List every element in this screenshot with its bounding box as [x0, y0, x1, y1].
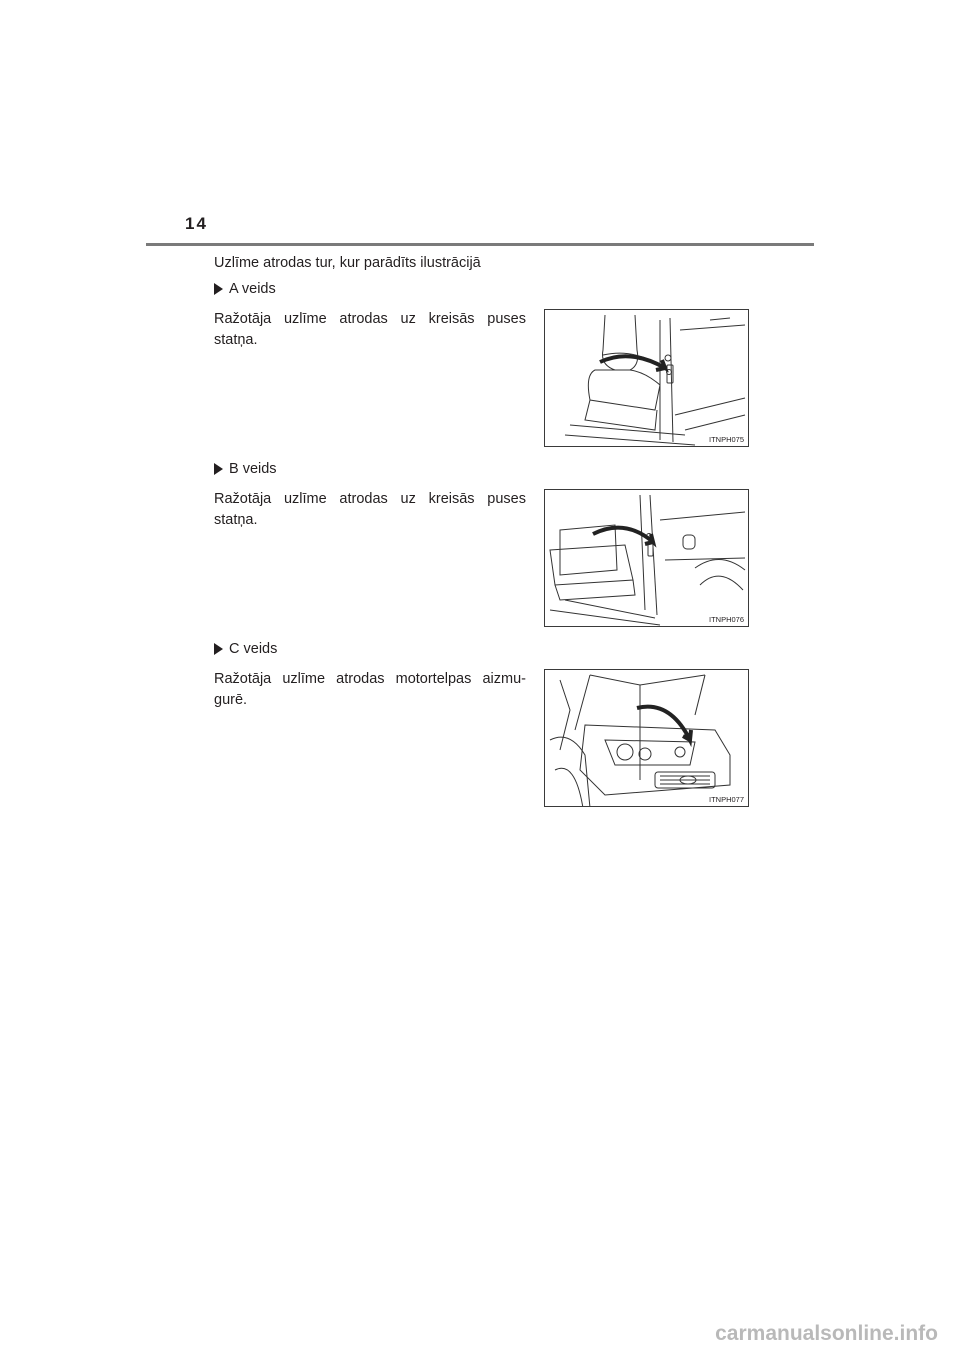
triangle-bullet-icon [214, 283, 223, 295]
triangle-bullet-icon [214, 463, 223, 475]
variant-a-label: A veids [229, 281, 276, 297]
variant-b-heading [214, 461, 277, 477]
figure-c [544, 669, 749, 807]
triangle-bullet-icon [214, 643, 223, 655]
header-rule [146, 243, 814, 246]
figure-b-code: ITNPH076 [708, 615, 744, 624]
figure-a [544, 309, 749, 447]
seat-pillar-illustration [545, 310, 749, 447]
page-number: 14 [185, 214, 208, 233]
figure-c-code: ITNPH077 [708, 795, 744, 804]
variant-c-label: C veids [229, 641, 278, 657]
figure-a-code: ITNPH075 [708, 435, 744, 444]
variant-c-description: Ražotāja uzlīme atrodas motortelpas aizmu-gurē. [214, 671, 526, 708]
variant-a-description: Ražotāja uzlīme atrodas uz kreisās puses statņa. [214, 311, 526, 348]
variant-b-label: B veids [229, 461, 277, 477]
figure-b [544, 489, 749, 627]
variant-b-description: Ražotāja uzlīme atrodas uz kreisās puses statņa. [214, 491, 526, 528]
engine-compartment-illustration [545, 670, 749, 807]
bench-seat-pillar-illustration [545, 490, 749, 627]
variant-a-heading [214, 281, 276, 297]
variant-c-heading [214, 641, 277, 657]
footer-watermark: carmanualsonline.info [715, 1322, 938, 1345]
intro-text: Uzlīme atrodas tur, kur parādīts ilustrācijā [214, 255, 481, 271]
